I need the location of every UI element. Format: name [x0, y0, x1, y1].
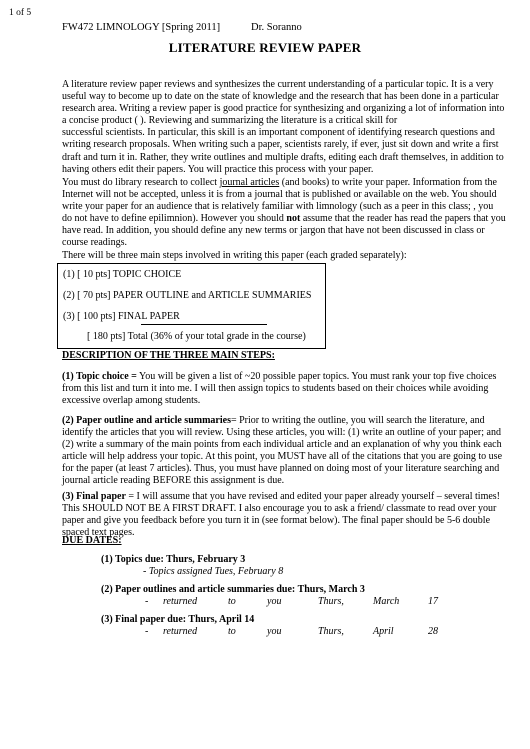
- step-item-topic: (1) [ 10 pts] TOPIC CHOICE: [63, 269, 182, 280]
- intro-line: useful way to become up to date on the state of knowledge and the research that has been done in a particular: [62, 91, 499, 103]
- library-line: [62, 213, 506, 225]
- returned-cell: 28: [428, 626, 438, 637]
- outline-paragraph: [62, 415, 503, 488]
- topic-label: (1) Topic choice =: [62, 371, 137, 382]
- returned-cell: you: [267, 626, 282, 637]
- final-line: [62, 491, 501, 503]
- intro-line: successful scientists. In particular, this skill is an important component of identifying research questions and: [62, 127, 495, 139]
- outline-text: = Prior to writing the outline, you will search the literature, and: [230, 415, 485, 426]
- topic-line: from this list and turn it into me. I will then assign topics to students based on their choices while avoiding: [62, 383, 489, 395]
- library-text: do not have to define epilimnion). However you should: [62, 213, 287, 225]
- outline-line: journal article reading BEFORE this assignment is due.: [62, 475, 285, 487]
- returned-cell: March: [373, 596, 400, 607]
- outline-line: for the paper (at least 7 articles). Thus, you must have planned on doing most of your literature searching and: [62, 463, 500, 475]
- topic-text: You will be given a list of ~20 possible paper topics. You must rank your top five choices: [136, 371, 497, 382]
- course-header: FW472 LIMNOLOGY [Spring 2011]: [62, 22, 221, 33]
- intro-line: having others edit their papers. You will practice this process with your paper.: [62, 163, 374, 175]
- instructor-name: Dr. Soranno: [251, 22, 302, 33]
- due-outlines: (2) Paper outlines and article summaries due: Thurs, March 3: [101, 584, 365, 595]
- due-topics-assigned: - Topics assigned Tues, February 8: [143, 566, 284, 577]
- outline-line: (2) write a summary of the main points from each individual article and an explanation of why you think each: [62, 439, 502, 451]
- sum-rule: [141, 324, 267, 325]
- library-line: course readings.: [62, 237, 127, 249]
- topic-choice-paragraph: [62, 371, 498, 407]
- final-label: (3) Final paper: [62, 491, 126, 502]
- library-text: You must do library research to collect: [62, 177, 220, 188]
- intro-line: writing research proposals. When writing such a paper, scientists rarely, if ever, just sit down and write a first: [62, 139, 499, 151]
- library-text: assume that the reader has read the papers that you: [300, 213, 506, 225]
- returned-cell: Thurs,: [318, 626, 344, 637]
- final-line: paper and give you feedback before you turn it in (see format below). The final paper should be 5-6 double: [62, 515, 491, 527]
- library-text: (and books) to write your paper. Information from the: [279, 177, 497, 188]
- intro-line: research area. Writing a review paper is good practice for synthesizing and organizing a lot of information into: [62, 103, 505, 115]
- library-paragraph: [62, 177, 506, 250]
- description-heading: DESCRIPTION OF THE THREE MAIN STEPS:: [62, 350, 275, 361]
- page-number: 1 of 5: [9, 8, 32, 18]
- outline-label: (2) Paper outline and article summaries: [62, 415, 231, 426]
- returned-cell: 17: [428, 596, 438, 607]
- steps-intro: There will be three main steps involved in writing this paper (each graded separately):: [62, 250, 407, 261]
- final-line: This SHOULD NOT BE A FIRST DRAFT. I also encourage you to ask a friend/ classmate to read over your: [62, 503, 497, 515]
- library-line: Internet will not be accepted, unless it is from a journal that is published or available on the web. You should: [62, 189, 497, 201]
- returned-cell: to: [228, 596, 236, 607]
- outline-line: [62, 415, 498, 427]
- intro-line: a concise product ( ). Reviewing and summarizing the literature is a critical skill for: [62, 115, 398, 127]
- returned-cell: to: [228, 626, 236, 637]
- intro-paragraph: [62, 79, 505, 176]
- intro-line: A literature review paper reviews and synthesizes the current understanding of a particular topic. It is a very: [62, 79, 494, 90]
- steps-box: [57, 263, 326, 349]
- due-final-paper: (3) Final paper due: Thurs, April 14: [101, 614, 255, 625]
- final-line: spaced text pages.: [62, 527, 135, 539]
- returned-cell: returned: [163, 626, 198, 637]
- returned-cell: you: [267, 596, 282, 607]
- step-item-outline: (2) [ 70 pts] PAPER OUTLINE and ARTICLE SUMMARIES: [63, 290, 312, 301]
- topic-line: excessive overlap among students.: [62, 395, 201, 407]
- topic-line: [62, 371, 498, 383]
- library-line: [62, 177, 498, 189]
- returned-cell: April: [373, 626, 394, 637]
- document-title: LITERATURE REVIEW PAPER: [168, 40, 362, 55]
- outline-line: article will help address your topic. At this point, you MUST have all of the citations that you are going to use: [62, 451, 503, 463]
- emphasis-not: not: [286, 213, 301, 225]
- library-line: write your paper for an audience that is relatively familiar with limnology (such as a peer in this class; , you: [62, 201, 494, 213]
- due-dates-heading: DUE DATES:: [62, 535, 122, 546]
- returned-cell: -: [145, 626, 149, 637]
- returned-cell: -: [145, 596, 149, 607]
- intro-line: draft and turn it in. Rather, they write outlines and multiple drafts, editing each draft themselves, in addition to: [62, 151, 504, 163]
- journal-articles-link[interactable]: journal articles: [219, 177, 280, 188]
- steps-total: [ 180 pts] Total (36% of your total grade in the course): [87, 331, 306, 342]
- final-text: = I will assume that you have revised and edited your paper already yourself – several times!: [125, 491, 501, 502]
- returned-cell: Thurs,: [318, 596, 344, 607]
- returned-cell: returned: [163, 596, 198, 607]
- outline-line: identify the articles that you will review. Using these articles, you will: (1) write an outline of your paper; and: [62, 427, 501, 439]
- library-line: have read. In addition, you should define any new terms or jargon that have not been discussed in class or: [62, 225, 485, 237]
- final-paper-paragraph: [62, 491, 501, 539]
- due-topics: (1) Topics due: Thurs, February 3: [101, 554, 246, 565]
- step-item-final: (3) [ 100 pts] FINAL PAPER: [63, 311, 180, 322]
